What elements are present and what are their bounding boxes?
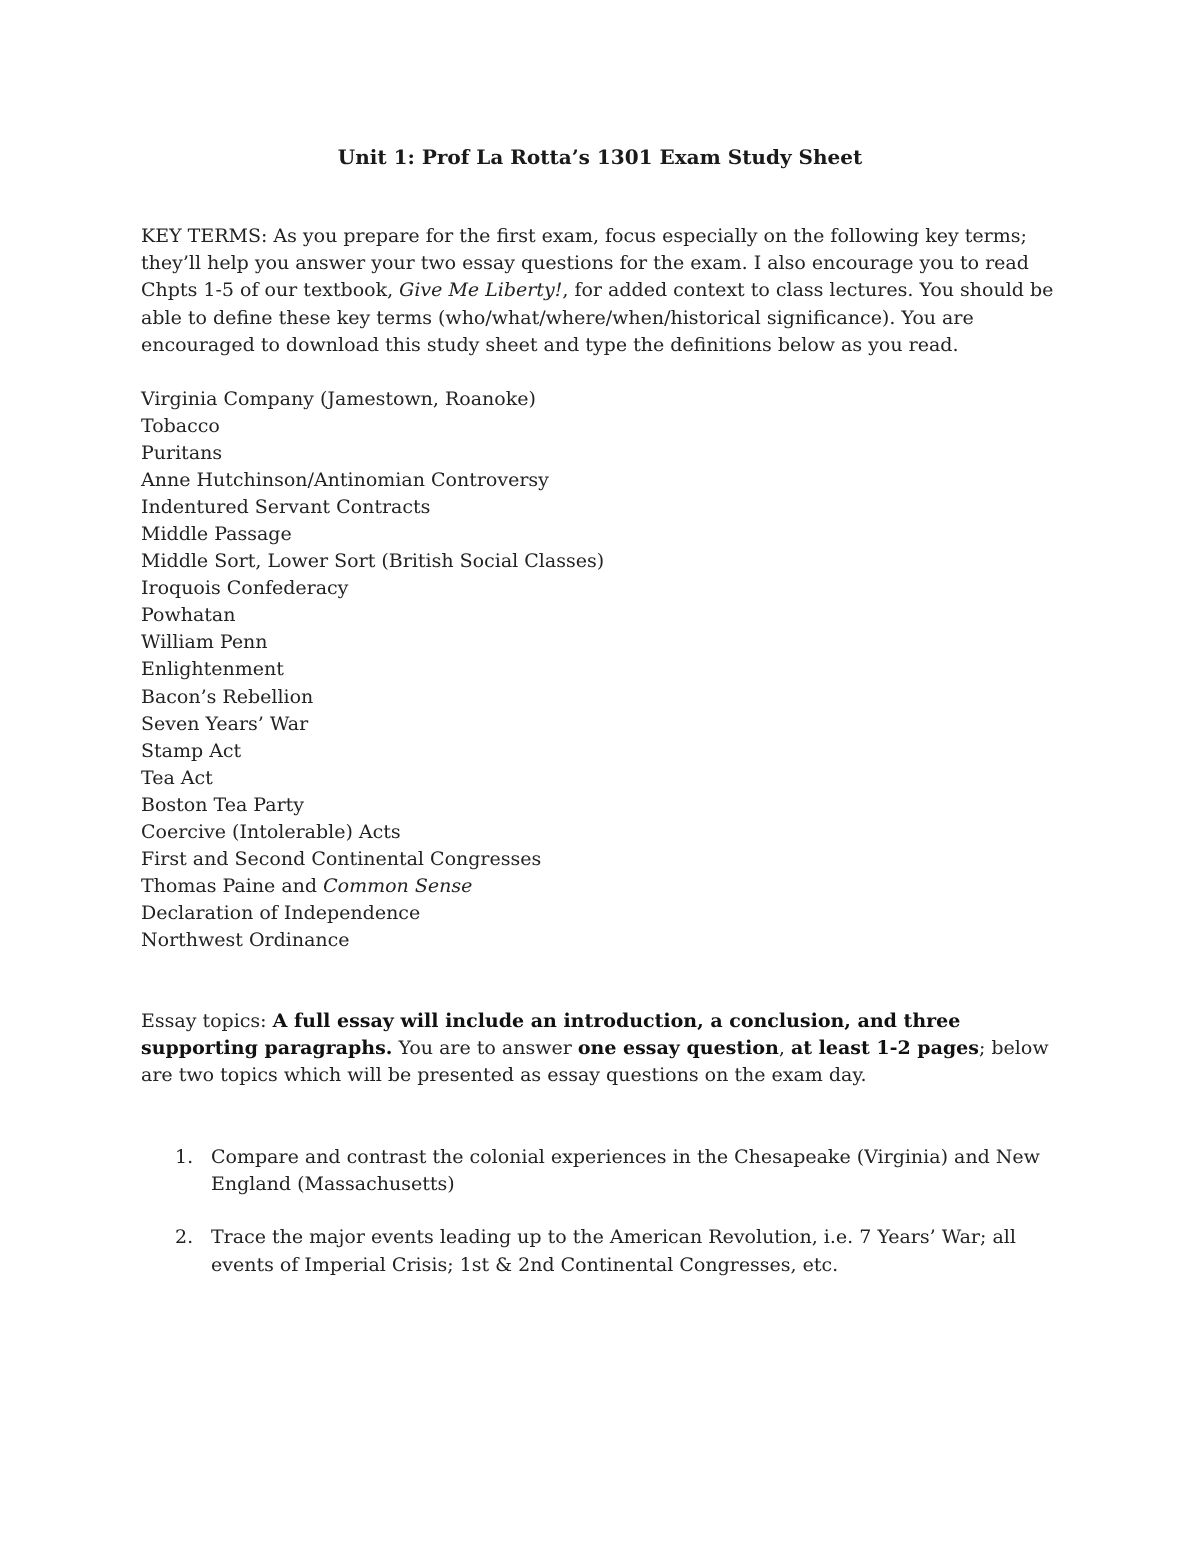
essay-length: at least 1-2 pages <box>790 1037 979 1060</box>
key-term-item: Bacon’s Rebellion <box>141 685 314 708</box>
essay-count: one essay question <box>577 1037 779 1060</box>
intro-text-2: , for added context to class lectures. You should be able to define these key terms (who/what/where/when/historical significance). You are encouraged to download this study sheet and type the definitions below as you read. <box>141 279 1054 356</box>
paine-term-prefix: Thomas Paine and <box>141 874 324 897</box>
key-term-item: Tobacco <box>141 415 220 438</box>
common-sense-title: Common Sense <box>323 874 473 897</box>
key-term-item: William Penn <box>141 631 268 654</box>
key-term-item: Iroquois Confederacy <box>141 577 349 600</box>
document-title: Unit 1: Prof La Rotta’s 1301 Exam Study Sheet <box>337 145 863 169</box>
topic-number: 2. <box>175 1226 194 1249</box>
intro-text-1: KEY TERMS: As you prepare for the first exam, focus especially on the following key terms; they’ll help you answer your two essay questions for the exam. I also encourage you to read Chpts 1-5 of our textbook, <box>141 225 1029 302</box>
key-term-item: Declaration of Independence <box>141 901 421 924</box>
essay-text-1: You are to answer <box>392 1037 578 1060</box>
key-term-item: Middle Sort, Lower Sort (British Social Classes) <box>141 550 605 573</box>
essay-instructions <box>141 1008 1066 1090</box>
key-term-item: Powhatan <box>141 604 236 627</box>
essay-topic-item <box>141 1144 1041 1198</box>
key-term-item: Virginia Company (Jamestown, Roanoke) <box>141 388 536 410</box>
textbook-title: Give Me Liberty! <box>399 279 563 302</box>
key-term-item: Indentured Servant Contracts <box>141 496 431 519</box>
key-term-item: Seven Years’ War <box>141 712 309 735</box>
key-terms-intro <box>141 223 1066 359</box>
essay-requirement: A full essay will include an introduction, a conclusion, and three supporting paragraphs. <box>141 1010 961 1060</box>
key-term-item-paine <box>141 873 1041 900</box>
key-term-item: Puritans <box>141 442 223 465</box>
essay-text-2: , <box>778 1037 791 1060</box>
key-term-item: Enlightenment <box>141 658 284 681</box>
topic-text: Compare and contrast the colonial experiences in the Chesapeake (Virginia) and New England (Massachusetts) <box>211 1146 1040 1196</box>
key-term-item: Tea Act <box>141 766 213 789</box>
essay-text-3: ; below are two topics which will be presented as essay questions on the exam day. <box>141 1037 1049 1087</box>
key-term-item: First and Second Continental Congresses <box>141 847 542 870</box>
essay-topics-list <box>141 1144 1041 1305</box>
essay-label: Essay topics: <box>141 1010 273 1032</box>
key-term-item: Boston Tea Party <box>141 793 305 816</box>
key-term-item: Middle Passage <box>141 523 292 546</box>
topic-number: 1. <box>175 1146 194 1168</box>
key-term-item: Anne Hutchinson/Antinomian Controversy <box>141 469 549 492</box>
topic-text: Trace the major events leading up to the American Revolution, i.e. 7 Years’ War; all events of Imperial Crisis; 1st & 2nd Continental Congresses, etc. <box>211 1226 1016 1276</box>
key-term-item: Coercive (Intolerable) Acts <box>141 820 401 843</box>
key-terms-list <box>141 386 1041 954</box>
essay-topic-item <box>141 1224 1041 1278</box>
key-term-item: Northwest Ordinance <box>141 928 350 951</box>
key-term-item: Stamp Act <box>141 739 242 762</box>
